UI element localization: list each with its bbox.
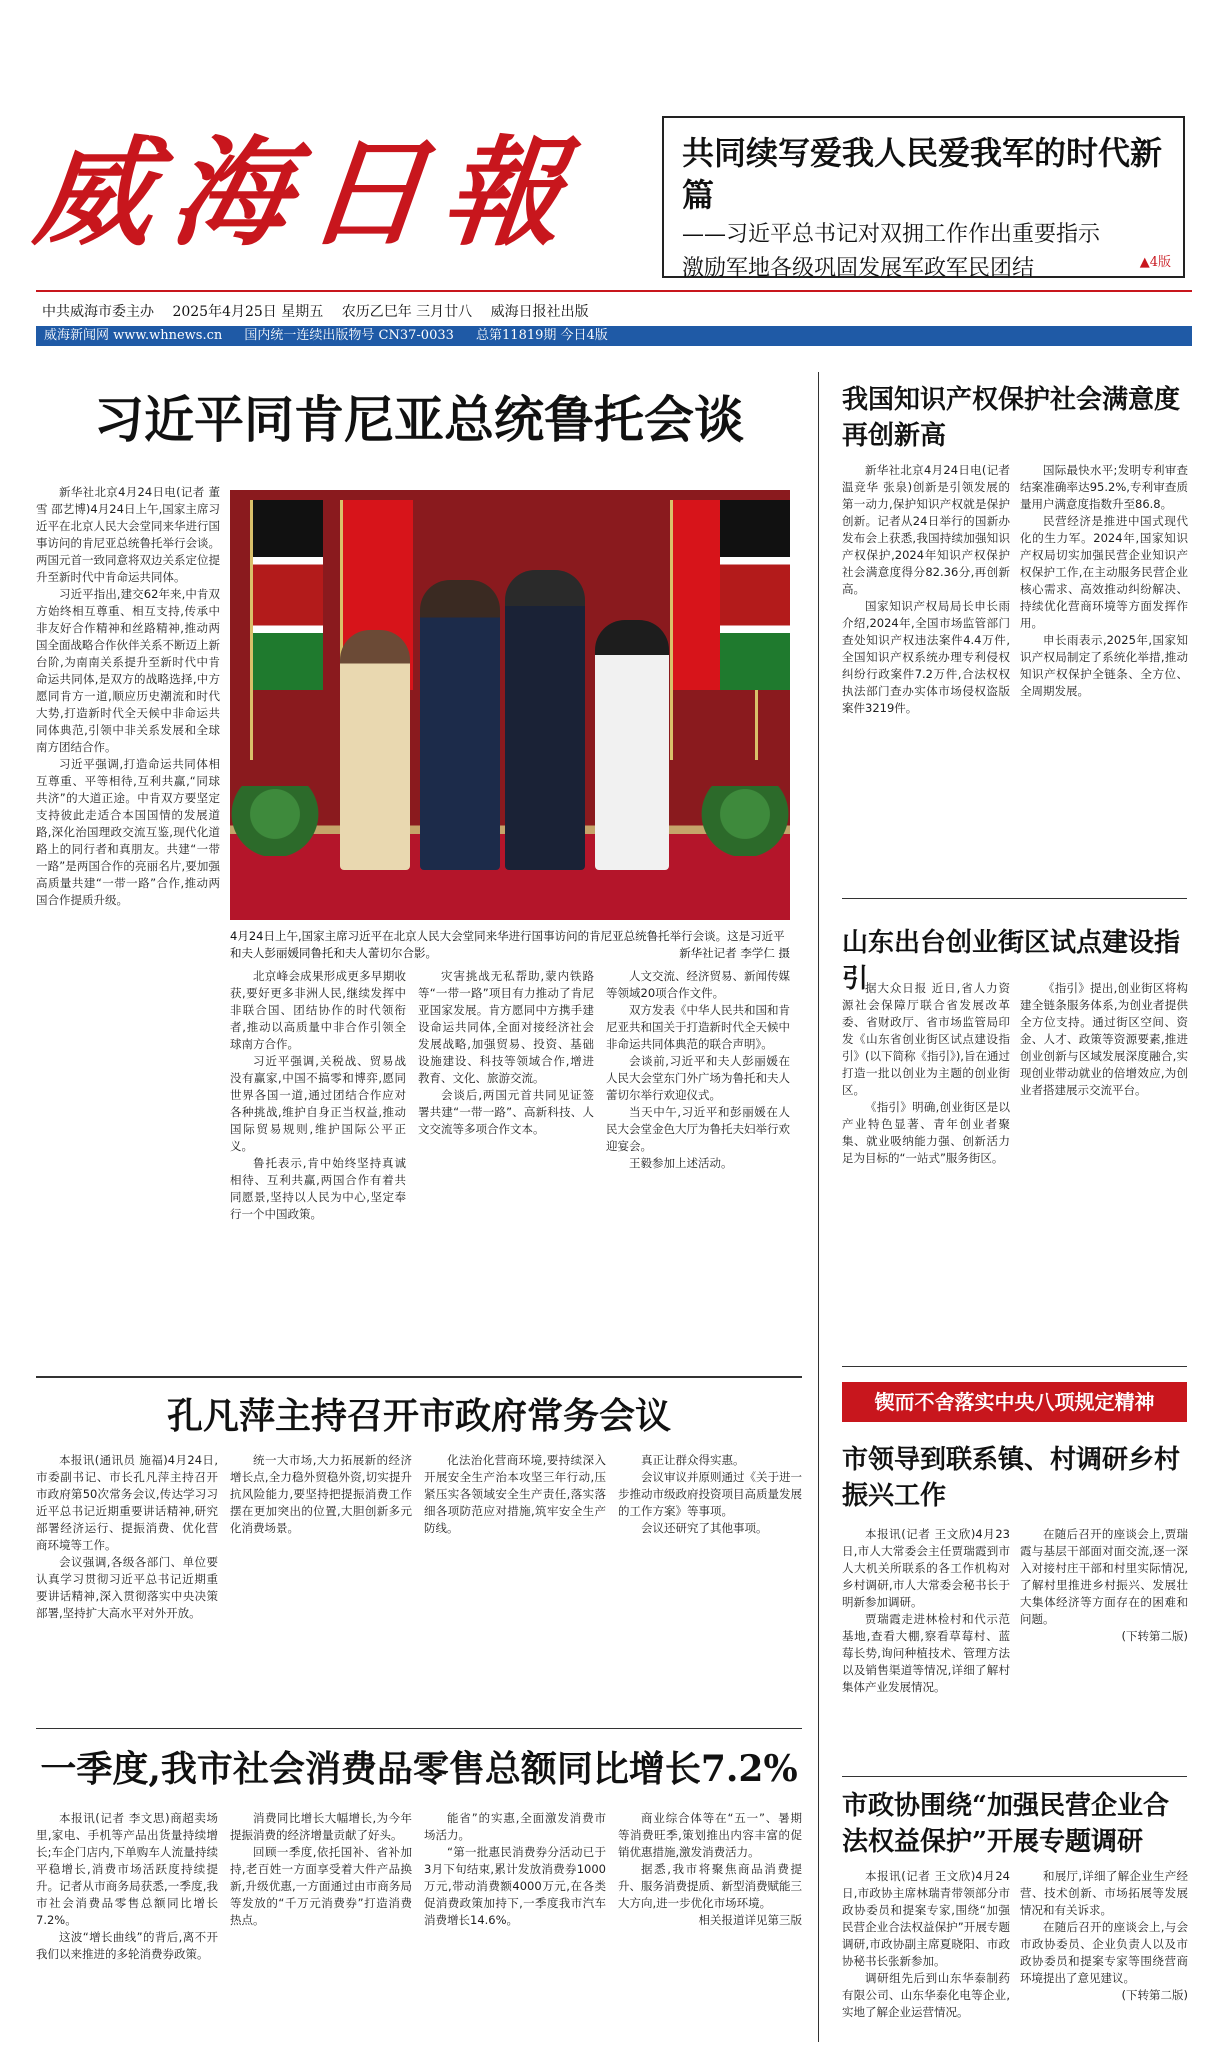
- ip-protection-headline[interactable]: 我国知识产权保护社会满意度再创新高: [842, 385, 1181, 451]
- paragraph: 新华社北京4月24日电(记者 董雪 邵艺博)4月24日上午,国家主席习近平在北京人民大会堂同来华进行国事访问的肯尼亚总统鲁托举行会谈。两国元首一致同意将双边关系定位提升至新时代中肯命运共同体。: [36, 485, 220, 584]
- paragraph: 据大众日报 近日,省人力资源社会保障厅联合省发展改革委、省财政厅、省市场监管局印发《山东省创业街区试点建设指引》(以下简称《指引》),旨在通过打造一批以创业为主题的创业街区。: [842, 981, 1010, 1097]
- section-divider: [842, 898, 1187, 899]
- serial-number: 国内统一连续出版物号 CN37-0033: [244, 328, 454, 343]
- retail-col4: [618, 1810, 802, 2046]
- paragraph: 《指引》明确,创业街区是以产业特色显著、青年创业者聚集、就业吸纳能力强、创新活力足为目标的“一站式”服务街区。: [842, 1100, 1010, 1165]
- publication-bar: [36, 326, 1192, 346]
- lead-subtitle-1: ——习近平总书记对双拥工作作出重要指示: [682, 222, 1101, 247]
- paragraph: 会议强调,各级各部门、单位要认真学习贯彻习近平总书记近期重要讲话精神,深入贯彻落实中央决策部署,坚持扩大高水平对外开放。: [36, 1555, 218, 1620]
- main-headline[interactable]: 习近平同肯尼亚总统鲁托会谈: [94, 390, 744, 449]
- cppcc-col1: [842, 1868, 1010, 2046]
- lead-title: 共同续写爱我人民爱我军的时代新篇: [682, 134, 1163, 214]
- paragraph: 王毅参加上述活动。: [629, 1156, 733, 1170]
- paragraph: 《指引》提出,创业街区将构建全链条服务体系,为创业者提供全方位支持。通过街区空间、资金、人才、政策等资源要素,推进创业创新与区域发展深度融合,实现创业带动就业的倍增效应,为创业者搭建展示交流平台。: [1020, 981, 1188, 1097]
- main-story-col1: [36, 484, 220, 1374]
- paragraph: 会谈后,两国元首共同见证签署共建“一带一路”、高新科技、人文交流等多项合作文本。: [418, 1088, 594, 1136]
- publisher: 中共威海市委主办: [42, 304, 154, 320]
- paragraph: 会议还研究了其他事项。: [641, 1521, 768, 1535]
- retail-col2: [230, 1810, 412, 2046]
- rural-col1: [842, 1526, 1010, 1766]
- meeting-col3: [424, 1452, 606, 1714]
- column-tag[interactable]: 锲而不舍落实中央八项规定精神: [842, 1382, 1187, 1422]
- lunar-date: 农历乙巳年 三月廿八: [341, 304, 473, 320]
- press: 威海日报社出版: [490, 304, 589, 320]
- paragraph: 相关报道详见第三版: [698, 1913, 802, 1927]
- rural-revitalization-headline[interactable]: 市领导到联系镇、村调研乡村振兴工作: [842, 1445, 1181, 1511]
- paragraph: 鲁托表示,肯中始终坚持真诚相待、互利共赢,两国合作有着共同愿景,坚持以人民为中心,坚定奉行一个中国政策。: [230, 1156, 406, 1221]
- startup-story-col1: [842, 980, 1010, 1352]
- lead-subtitle-2: 激励军地各级巩固发展军政军民团结: [682, 256, 1035, 281]
- meeting-col1: [36, 1452, 218, 1714]
- paragraph: 回顾一季度,依托国补、省补加持,老百姓一方面享受着大件产品换新,升级优惠,一方面通过由市商务局等发放的“千万元消费券”打造消费热点。: [230, 1845, 412, 1927]
- paragraph: 消费同比增长大幅增长,为今年提振消费的经济增量贡献了好头。: [230, 1811, 412, 1842]
- paragraph: 国家知识产权局局长申长雨介绍,2024年,全国市场监管部门查处知识产权违法案件4.4万件,全国知识产权系统办理专利侵权纠纷行政案件7.2万件,合法权权执法部门查办实体市场侵权盗版案件3219件。: [842, 599, 1010, 715]
- photo-credit: 新华社记者 李学仁 摄: [679, 946, 790, 960]
- main-story-col4: [606, 968, 790, 1374]
- issue-number: 总第11819期 今日4版: [476, 328, 608, 343]
- paragraph: 国际最快水平;发明专利审查结案准确率达95.2%,专利审查质量用户满意度指数升至86.8。: [1020, 463, 1188, 511]
- paragraph: 人文交流、经济贸易、新闻传媒等领域20项合作文件。: [606, 969, 790, 1000]
- news-photo: [230, 490, 790, 920]
- paragraph: 习近平强调,关税战、贸易战没有赢家,中国不搞零和博弈,愿同世界各国一道,通过团结合作应对各种挑战,维护自身正当权益,推动国际贸易规则,维护国际公平正义。: [230, 1054, 406, 1153]
- section-divider: [36, 1376, 802, 1378]
- issue-date: 2025年4月25日 星期五: [172, 304, 324, 320]
- paragraph: 会议审议并原则通过《关于进一步推动市级政府投资项目高质量发展的工作方案》等事项。: [618, 1470, 802, 1518]
- column-divider: [818, 372, 819, 2042]
- paragraph: 和展厅,详细了解企业生产经营、技术创新、市场拓展等发展情况和有关诉求。: [1020, 1869, 1188, 1917]
- cppcc-research-headline[interactable]: 市政协围绕“加强民营企业合法权益保护”开展专题调研: [842, 1791, 1169, 1857]
- paragraph: “第一批惠民消费券分活动已于3月下旬结束,累计发放消费券1000万元,带动消费额4000万元,在各类促消费政策加持下,一季度我市汽车消费增长14.6%。: [424, 1845, 606, 1927]
- startup-street-headline[interactable]: 山东出台创业街区试点建设指引: [842, 928, 1181, 994]
- paragraph: 申长雨表示,2025年,国家知识产权局制定了系统化举措,推动知识产权保护全链条、全方位、全周期发展。: [1020, 633, 1188, 698]
- paragraph: 调研组先后到山东华泰制药有限公司、山东华泰化电等企业,实地了解企业运营情况。: [842, 1971, 1010, 2019]
- rural-col2: [1020, 1526, 1188, 1766]
- paragraph: 北京峰会成果形成更多早期收获,要好更多非洲人民,继续发挥中非联合国、团结协作的时代领衔者,推动以高质量中非合作引领全球南方合作。: [230, 969, 406, 1051]
- paragraph: 据悉,我市将聚焦商品消费提升、服务消费提质、新型消费赋能三大方向,进一步优化市场环境。: [618, 1862, 802, 1910]
- main-story-col2: [230, 968, 406, 1374]
- ip-story-col1: [842, 462, 1010, 882]
- paragraph: 在随后召开的座谈会上,与会市政协委员、企业负责人以及市政协委员和提案专家等围绕营商环境提出了意见建议。: [1020, 1920, 1188, 1985]
- lead-page-ref: ▲4版: [1139, 255, 1171, 270]
- paragraph: 本报讯(记者 李文思)商超卖场里,家电、手机等产品出货量持续增长;车企门店内,下单购车人流量持续平稳增长,消费市场活跃度持续提升。记者从市商务局获悉,一季度,我市社会消费品零售总额同比增长7.2%。: [36, 1811, 218, 1927]
- section-divider: [842, 1776, 1187, 1777]
- caption-text: 4月24日上午,国家主席习近平在北京人民大会堂同来华进行国事访问的肯尼亚总统鲁托举行会谈。这是习近平和夫人彭丽媛同鲁托和夫人蕾切尔合影。: [230, 929, 785, 960]
- paragraph: 当天中午,习近平和彭丽媛在人民大会堂金色大厅为鲁托夫妇举行欢迎宴会。: [606, 1105, 790, 1153]
- meeting-col2: [230, 1452, 412, 1714]
- continued-note: (下转第二版): [1121, 1988, 1188, 2002]
- startup-story-col2: [1020, 980, 1188, 1352]
- masthead-divider: [36, 290, 1192, 292]
- paragraph: 真正让群众得实惠。: [641, 1453, 745, 1467]
- issue-info: [42, 302, 1192, 322]
- paragraph: 本报讯(记者 王文欣)4月24日,市政协主席林瑞青带领部分市政协委员和提案专家,围绕“加强民营企业合法权益保护”开展专题调研,市政协副主席夏晓阳、市政协秘书长张新参加。: [842, 1869, 1010, 1968]
- paragraph: 统一大市场,大力拓展新的经济增长点,全力稳外贸稳外资,切实提升抗风险能力,要坚持把提振消费工作摆在更加突出的位置,大胆创新多元化消费场景。: [230, 1453, 412, 1535]
- paragraph: 灾害挑战无私帮助,蒙内铁路等“一带一路”项目有力推动了肯尼亚国家发展。肯方愿同中方携手建设命运共同体,全面对接经济社会发展战略,加强贸易、投资、基础设施建设、科技等领域合作,增进教育、文化、旅游交流。: [418, 969, 594, 1085]
- meeting-col4: [618, 1452, 802, 1714]
- paragraph: 本报讯(通讯员 施福)4月24日,市委副书记、市长孔凡萍主持召开市政府第50次常务会议,传达学习习近平总书记近期重要讲话精神,研究部署经济运行、提振消费、优化营商环境等工作。: [36, 1453, 218, 1552]
- section-divider: [36, 1728, 802, 1729]
- government-meeting-headline[interactable]: 孔凡萍主持召开市政府常务会议: [166, 1395, 671, 1437]
- lead-headline-box[interactable]: [662, 116, 1185, 281]
- cppcc-col2: [1020, 1868, 1188, 2046]
- retail-sales-headline[interactable]: 一季度,我市社会消费品零售总额同比增长7.2%: [40, 1748, 798, 1790]
- retail-col3: [424, 1810, 606, 2046]
- paragraph: 在随后召开的座谈会上,贾瑞霞与基层干部面对面交流,逐一深入对接村庄干部和村里实际情况,了解村里推进乡村振兴、发展壮大集体经济等方面存在的困难和问题。: [1020, 1527, 1188, 1626]
- paragraph: 会谈前,习近平和夫人彭丽媛在人民大会堂东门外广场为鲁托和夫人蕾切尔举行欢迎仪式。: [606, 1054, 790, 1102]
- section-divider: [842, 1366, 1187, 1367]
- ip-story-col2: [1020, 462, 1188, 882]
- website[interactable]: 威海新闻网 www.whnews.cn: [44, 328, 223, 343]
- paragraph: 习近平指出,建交62年来,中肯双方始终相互尊重、相互支持,传承中非友好合作精神和丝路精神,推动两国全面战略合作伙伴关系不断迈上新台阶,为南南关系提升至新时代中肯命运共同体,是双方的战略选择,中方愿同肯方一道,顺应历史潮流和时代大势,打造新时代全天候中非命运共同体典范,引领中非关系发展和全球南方团结合作。: [36, 587, 220, 754]
- paragraph: 本报讯(记者 王文欣)4月23日,市人大常委会主任贾瑞霞到市人大机关所联系的各工作机构对乡村调研,市人大常委会秘书长于明新参加调研。: [842, 1527, 1010, 1609]
- paragraph: 贾瑞霞走进林检村和代示范基地,查看大棚,察看草莓村、蓝莓长势,询问种植技术、管理方法以及销售渠道等情况,详细了解村集体产业发展情况。: [842, 1612, 1010, 1694]
- paragraph: 能省”的实惠,全面激发消费市场活力。: [424, 1811, 606, 1842]
- paragraph: 这波“增长曲线”的背后,离不开我们以来推进的多轮消费券政策。: [36, 1930, 218, 1961]
- continued-note: (下转第二版): [1121, 1629, 1188, 1643]
- newspaper-logo: 威海日報: [28, 123, 588, 262]
- paragraph: 双方发表《中华人民共和国和肯尼亚共和国关于打造新时代全天候中非命运共同体典范的联合声明》。: [606, 1003, 790, 1051]
- paragraph: 习近平强调,打造命运共同体相互尊重、平等相待,互利共赢,“同球共济”的大道正途。中肯双方要坚定支持彼此走适合本国国情的发展道路,深化治国理政交流互鉴,现代化道路上的同行者和真朋友。共建“一带一路”是两国合作的亮丽名片,要加强高质量共建“一带一路”合作,推动两国合作提质升级。: [36, 757, 220, 907]
- paragraph: 新华社北京4月24日电(记者 温竞华 张泉)创新是引领发展的第一动力,保护知识产权就是保护创新。记者从24日举行的国新办发布会上获悉,我国持续加强知识产权保护,2024年知识产权保护社会满意度得分82.36分,再创新高。: [842, 463, 1010, 596]
- paragraph: 商业综合体等在“五一”、暑期等消费旺季,策划推出内容丰富的促销优惠措施,激发消费活力。: [618, 1811, 802, 1859]
- paragraph: 民营经济是推进中国式现代化的生力军。2024年,国家知识产权局切实加强民营企业知识产权保护工作,在主动服务民营企业核心需求、高效推动纠纷解决、持续优化营商环境等方面发挥作用。: [1020, 514, 1188, 630]
- photo-caption: [230, 928, 790, 962]
- main-story-col3: [418, 968, 594, 1374]
- paragraph: 化法治化营商环境,要持续深入开展安全生产治本攻坚三年行动,压紧压实各领域安全生产责任,落实落细各项防范应对措施,筑牢安全生产防线。: [424, 1453, 606, 1535]
- retail-col1: [36, 1810, 218, 2046]
